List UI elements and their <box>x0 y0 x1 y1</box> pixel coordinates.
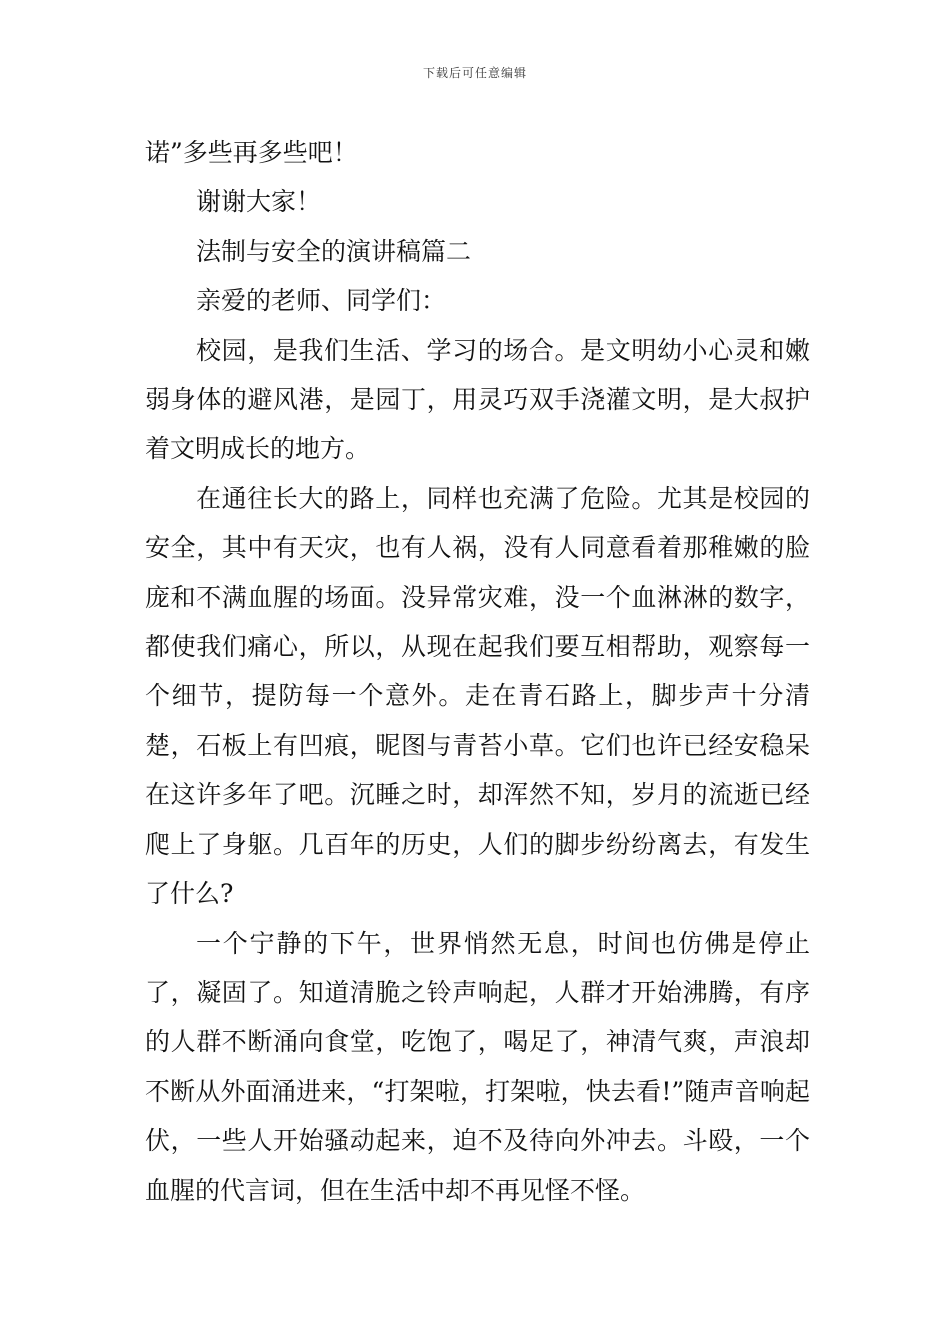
paragraph-thanks: 谢谢大家！ <box>196 187 322 217</box>
section-title: 法制与安全的演讲稿篇二 <box>196 236 472 266</box>
paragraph: 在通往长大的路上，同样也充满了危险。尤其是校园的安全，其中有天灾，也有人祸，没有人同意看着那稚嫩的脸庞和不满血腥的场面。没异常灾难，没一个血淋淋的数字，都使我们痛心，所以，从现在起我们要互相帮助，观察每一个细节，提防每一个意外。走在青石路上，脚步声十分清楚，石板上有凹痕，昵图与青苔小草。它们也许已经安稳呆在这许多年了吧。沉睡之时，却浑然不知，岁月的流逝已经爬上了身躯。几百年的历史，人们的脚步纷纷离去，有发生了什么? <box>145 483 810 909</box>
salutation: 亲爱的老师、同学们： <box>196 286 447 316</box>
paragraph: 校园，是我们生活、学习的场合。是文明幼小心灵和嫩弱身体的避风港，是园丁，用灵巧双手浇灌文明，是大叔护着文明成长的地方。 <box>145 335 810 464</box>
paragraph: 一个宁静的下午，世界悄然无息，时间也仿佛是停止了，凝固了。知道清脆之铃声响起，人群才开始沸腾，有序的人群不断涌向食堂，吃饱了，喝足了，神清气爽，声浪却不断从外面涌进来，“打架啦，打架啦，快去看!”随声音响起伏，一些人开始骚动起来，迫不及待向外冲去。斗殴，一个血腥的代言词，但在生活中却不再见怪不怪。 <box>145 928 810 1205</box>
document-body <box>145 128 810 1215</box>
paragraph-continuation: 诺”多些再多些吧！ <box>145 138 358 167</box>
page-header-note: 下载后可任意编辑 <box>422 66 527 80</box>
